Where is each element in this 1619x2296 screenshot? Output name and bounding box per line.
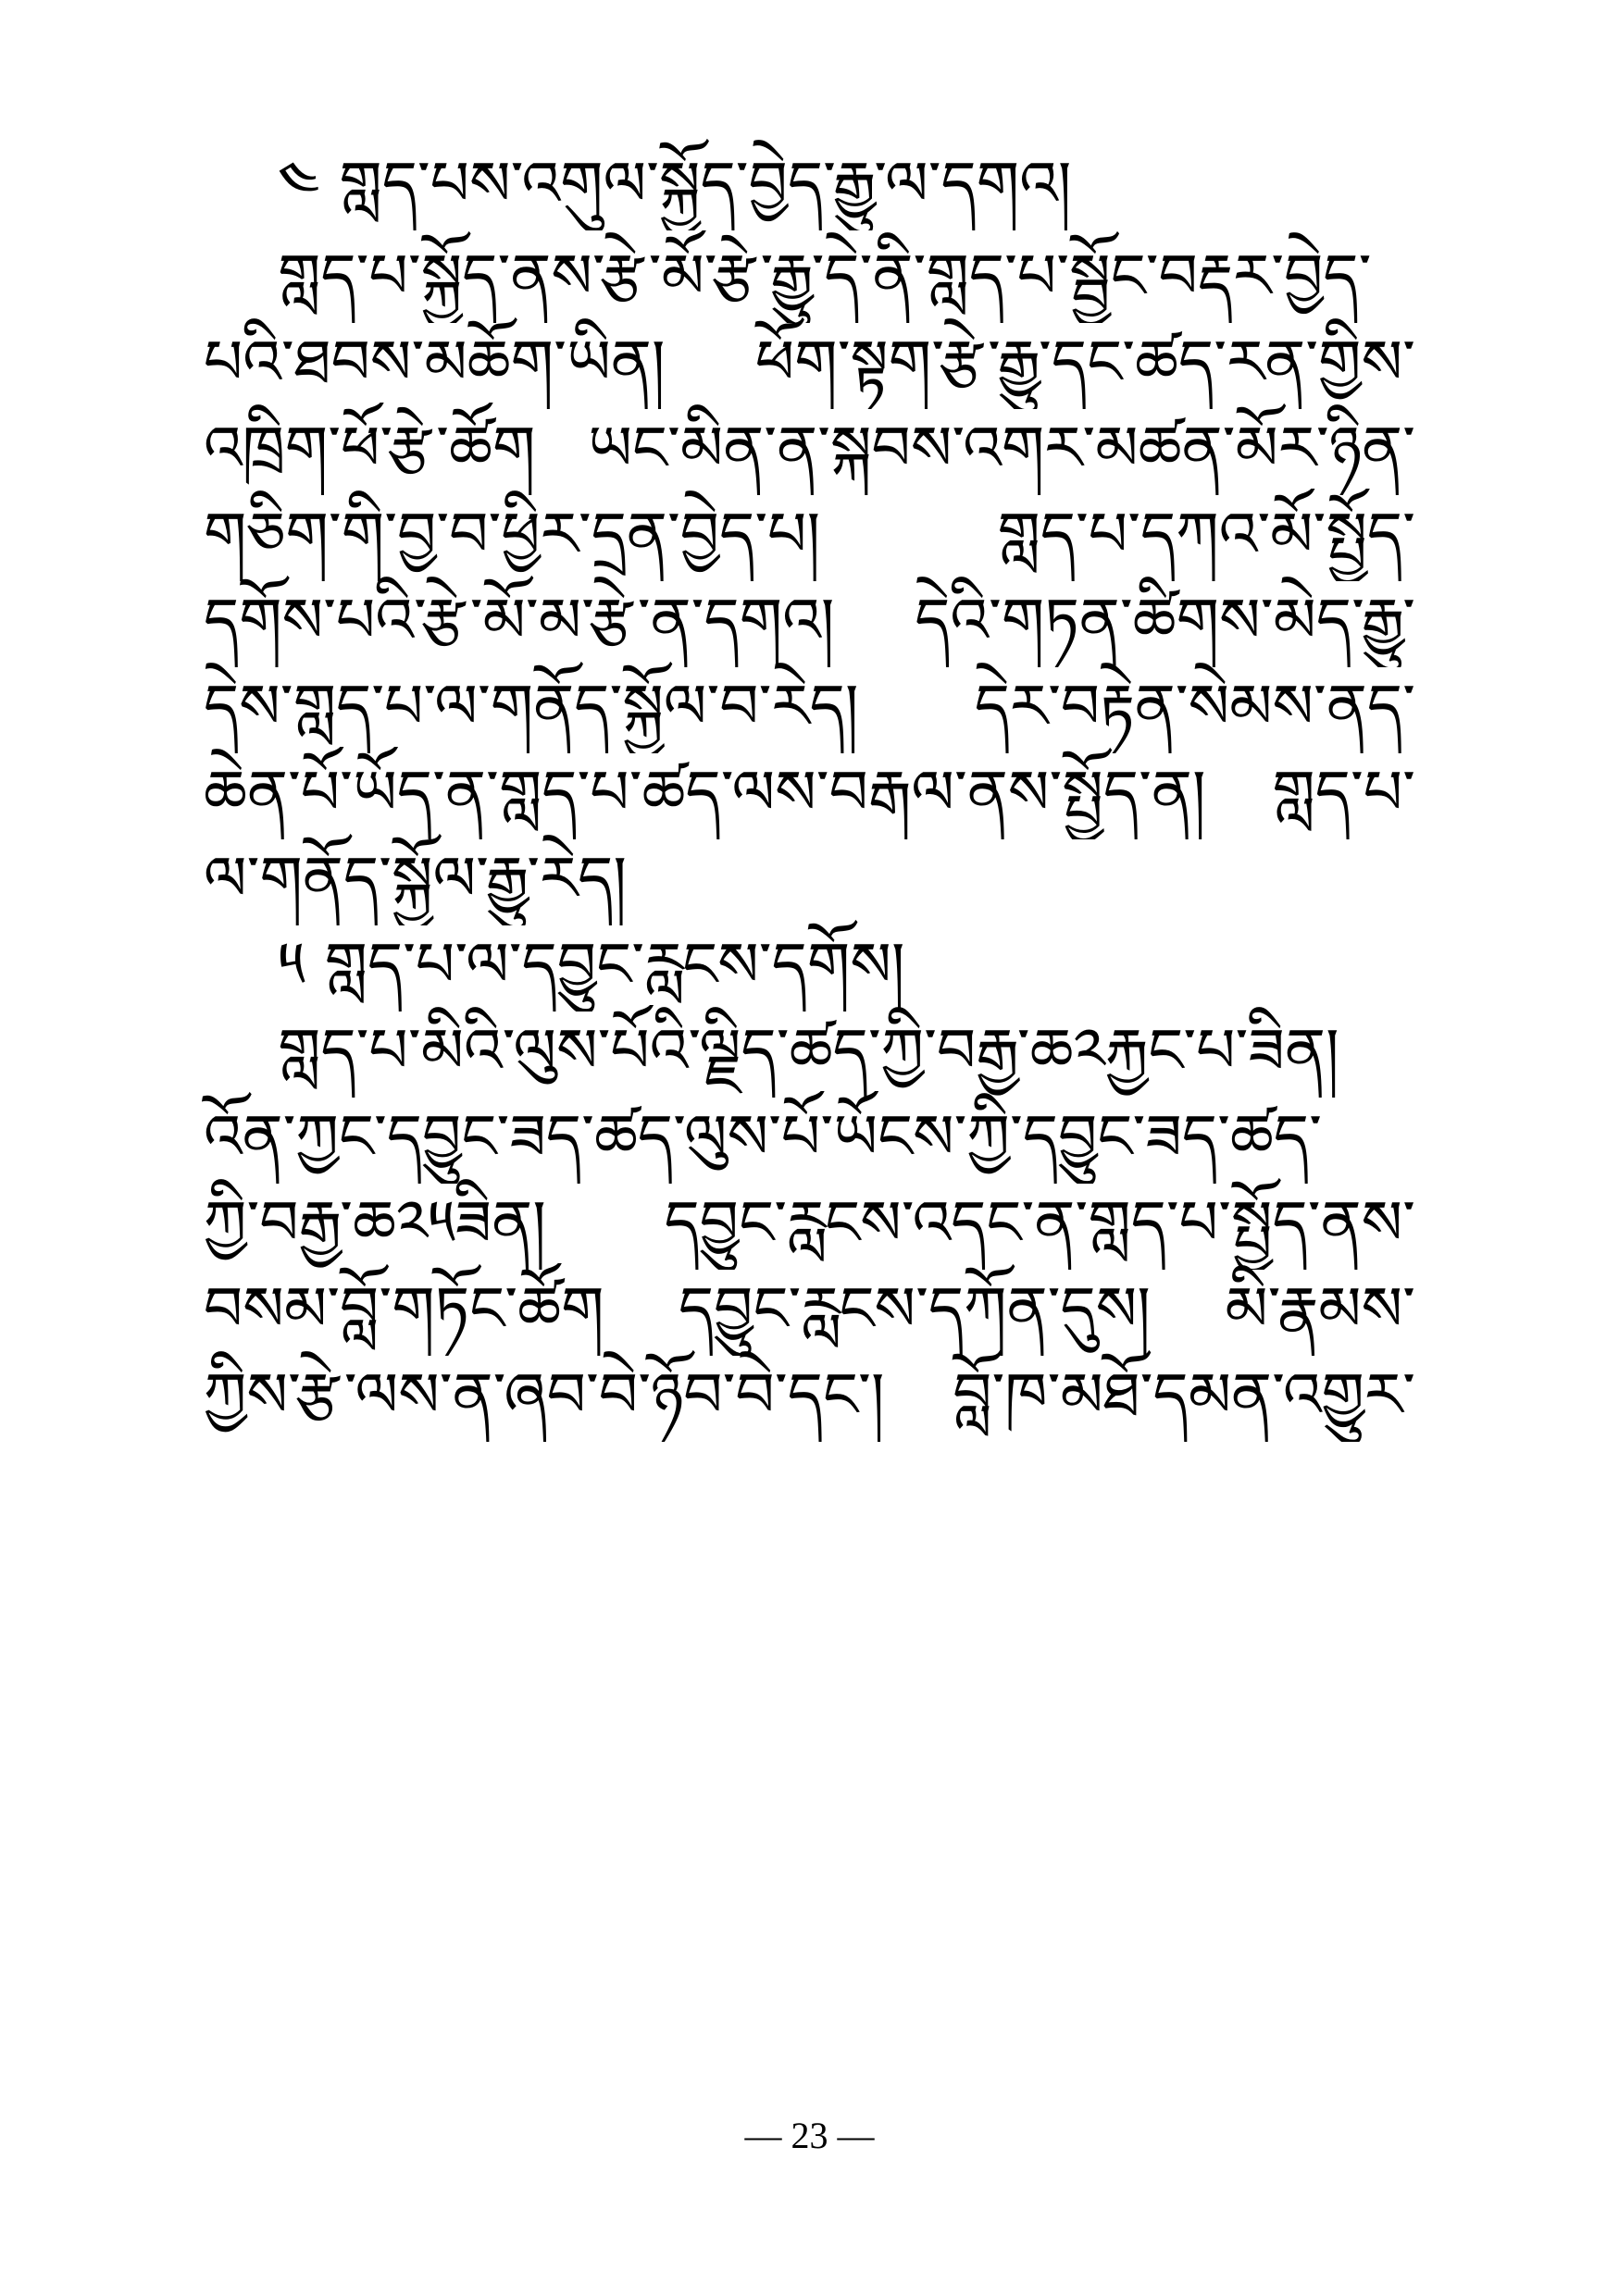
paragraph-line: ལ་གནོད་སྐྱོལ་རྒྱུ་རེད།	[204, 843, 628, 914]
paragraph-line: ཀྱིས་རྩེ་ལས་ན་ཞབ་བེ་ཉོབ་བེ་དང་། བློ་ཁ་མཐོ་དམན་འགྱུར་	[204, 1359, 1415, 1431]
paragraph-line: བསམ་བློ་གཏོང་ཚོག དབྱུང་རླངས་དཀོན་དུས། མི་རྣམས་	[204, 1273, 1415, 1345]
paragraph-line: གཅིག་གི་བྱ་བ་ཕྱིར་དྲན་བྱེད་པ། གླད་པ་དཀའ་མོ་སྤྱོད་	[204, 499, 1415, 570]
section-heading: ༤ གླད་པས་འགུལ་སྐྱོད་བྱེད་རྒྱུ་ལ་དགའ།	[278, 148, 1072, 219]
paragraph-line: དེས་གླད་པ་ལ་གནོད་སྐྱོལ་བ་རེད། དེར་བརྟེན་སེམས་ནད་	[204, 671, 1415, 742]
paragraph-line: ཆེན་པོ་ཡོད་ན་གླད་པ་ཚད་ལས་བརྒལ་ནས་སྤྱོད་ན། གླད་པ་	[204, 757, 1415, 828]
paragraph-line: ཀྱི་བརྒྱ་ཆ༢༥ཟིན། དབྱུང་རླངས་འདང་ན་གླད་པ་སྤྱོད་ནས་	[204, 1187, 1415, 1259]
paragraph-line: འོན་ཀྱང་དབྱུང་ཟད་ཚད་ལུས་པོ་ཡོངས་ཀྱི་དབྱུང་ཟད་ཚད་	[204, 1101, 1322, 1173]
paragraph-line: གླད་པ་མིའི་ལུས་པོའི་ལྗིད་ཚད་ཀྱི་བརྒྱ་ཆ༢རྐྱང་པ་ཟིན།	[278, 1015, 1339, 1086]
section-heading: ༥ གླད་པ་ལ་དབྱུང་རླངས་དགོས།	[278, 929, 905, 1000]
page-number: — 23 —	[744, 2115, 875, 2156]
paragraph-line: པའི་ཐབས་མཆོག་ཡིན། ཕོག་སྟག་རྩེ་རྒྱུ་དང་ཚད་རན་གྱིས་	[204, 327, 1415, 398]
paragraph-line: གླད་པ་སྐྱོད་ནས་རྩེ་མོ་རྩེ་རྒྱུ་དེ་ནི་གླད་པ་སྦྱོང་བརྡར་བྱེད་	[278, 241, 1372, 312]
paragraph-line: འཁྲིག་ཕོ་རྩེ་ཚོག ཡང་མིན་ན་སྐབས་འགར་མཚན་མོར་ཉིན་	[204, 413, 1415, 484]
paragraph-line: དགོས་པའི་རྩེ་མོ་མ་རྩེ་ན་དགའ། དེའི་གཏན་ཚིགས་མེད་རྒྱུ་	[204, 585, 1415, 656]
